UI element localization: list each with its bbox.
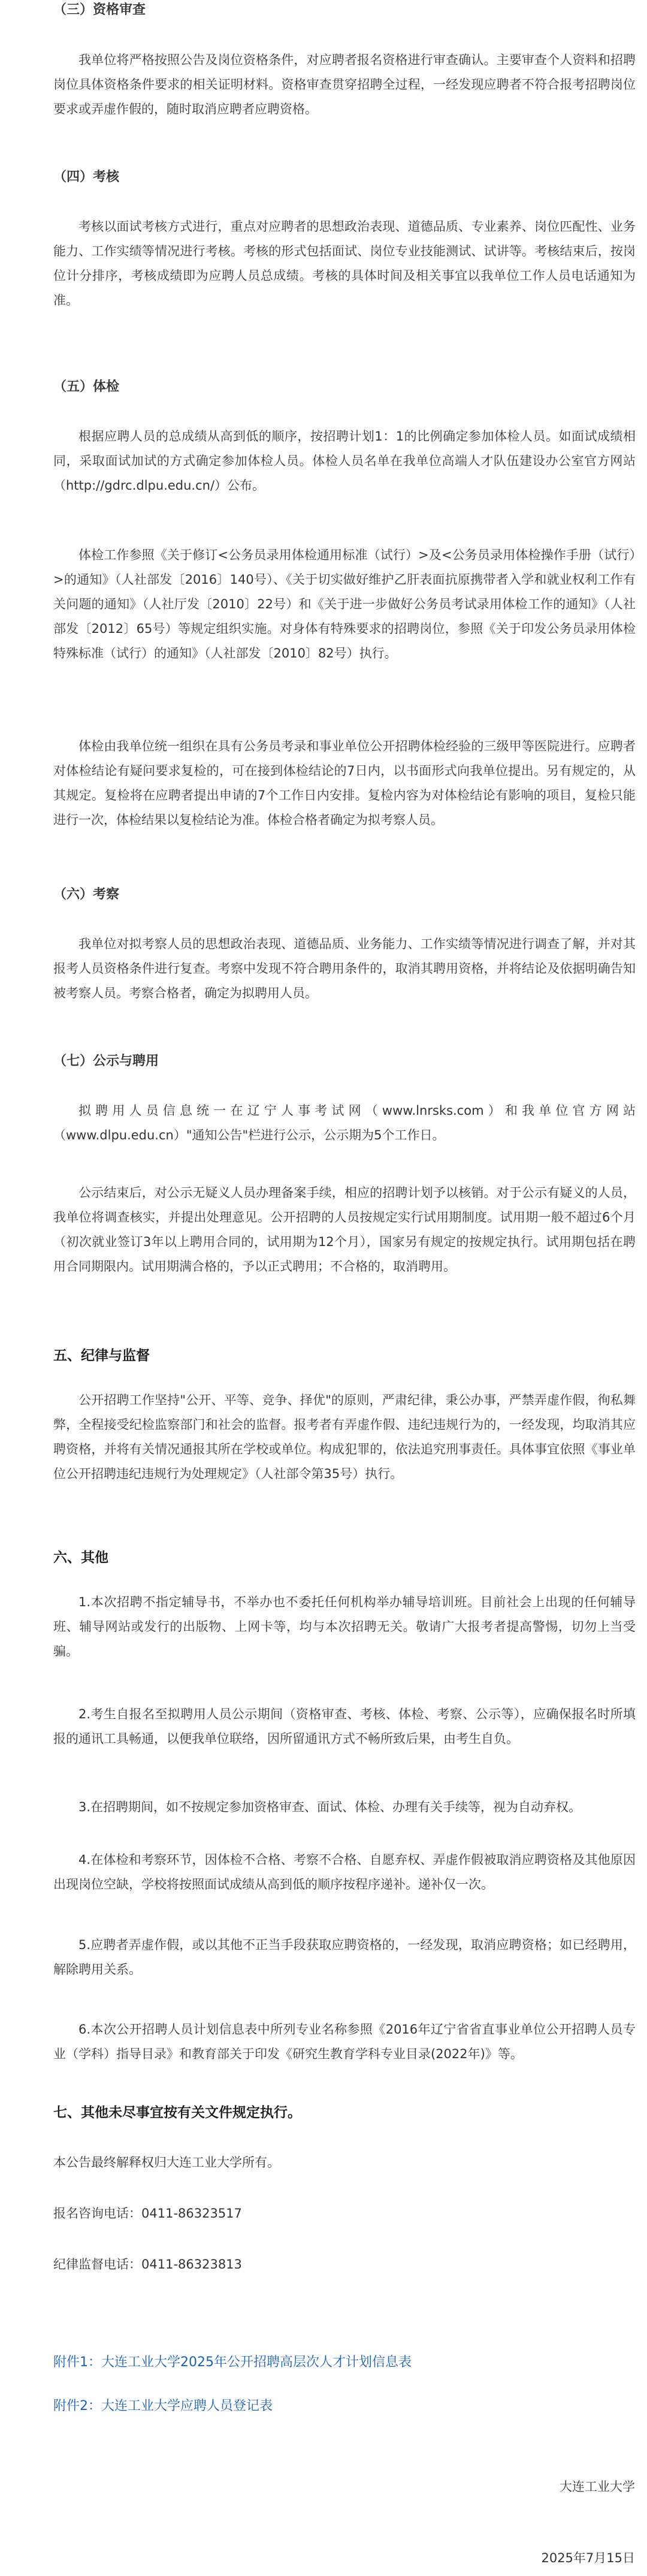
supervise-phone: 纪律监督电话：0411-86323813: [53, 2257, 242, 2272]
subsection-title-assessment: （四）考核: [53, 170, 120, 185]
other-item-2: 2.考生自报名至拟聘用人员公示期间（资格审查、考核、体检、考察、公示等），应确保报名时所填报的通讯工具畅通，以便我单位联络，因所留通讯方式不畅所致后果，由考生自负。: [53, 1707, 636, 1746]
medical-paragraph-2: 体检工作参照《关于修订<公务员录用体检通用标准（试行）>及<公务员录用体检操作手册（试行）>的通知》（人社部发〔2016〕140号）、《关于切实做好维护乙肝表面抗原携带者入学和就业权利工作有关问题的通知》（人社厅发〔2010〕22号）和《关于进一步做好公务员考试录用体检工作的通知》（人社部发〔2012〕65号）等规定组织实施。对身体有特殊要求的招聘岗位，参照《关于印发公务员录用体检特殊标准（试行）的通知》（人社部发〔2010〕82号）执行。: [53, 548, 636, 660]
section-title-other: 六、其他: [53, 1550, 108, 1565]
consult-phone: 报名咨询电话：0411-86323517: [53, 2206, 242, 2221]
publicity-paragraph-1: 拟聘用人员信息统一在辽宁人事考试网（www.lnrsks.com）和我单位官方网站（www.dlpu.edu.cn）"通知公告"栏进行公示，公示期为5个工作日。: [53, 1103, 636, 1142]
other-item-4: 4.在体检和考察环节，因体检不合格、考察不合格、自愿弃权、弄虚作假被取消应聘资格及其他原因出现岗位空缺，学校将按照面试成绩从高到低的顺序按程序递补。递补仅一次。: [53, 1853, 636, 1892]
review-paragraph: 我单位对拟考察人员的思想政治表现、道德品质、业务能力、工作实绩等情况进行调查了解，并对其报考人员资格条件进行复查。考察中发现不符合聘用条件的，取消其聘用资格，并将结论及依据明确告知被考察人员。考察合格者，确定为拟聘用人员。: [53, 937, 636, 1000]
attachment-link-2[interactable]: 附件2：大连工业大学应聘人员登记表: [53, 2399, 273, 2414]
subsection-title-medical: （五）体检: [53, 379, 120, 394]
assessment-paragraph: 考核以面试考核方式进行，重点对应聘者的思想政治表现、道德品质、专业素养、岗位匹配性、业务能力、工作实绩等情况进行考核。考核的形式包括面试、岗位专业技能测试、试讲等。考核结束后，按岗位计分排序，考核成绩即为应聘人员总成绩。考核的具体时间及相关事宜以我单位工作人员电话通知为准。: [53, 219, 636, 307]
discipline-paragraph: 公开招聘工作坚持"公开、平等、竞争、择优"的原则，严肃纪律，秉公办事，严禁弄虚作假，徇私舞弊，全程接受纪检监察部门和社会的监督。报考者有弄虚作假、违纪违规行为的，一经发现，均取消其应聘资格，并将有关情况通报其所在学校或单位。构成犯罪的，依法追究刑事责任。具体事宜依照《事业单位公开招聘违纪违规行为处理规定》（人社部令第35号）执行。: [53, 1393, 636, 1481]
subsection-title-publicity: （七）公示与聘用: [53, 1054, 159, 1069]
qualification-paragraph: 我单位将严格按照公告及岗位资格条件，对应聘者报名资格进行审查确认。主要审查个人资料和招聘岗位具体资格条件要求的相关证明材料。资格审查贯穿招聘全过程，一经发现应聘者不符合报考招聘岗位要求或弄虚作假的，随时取消应聘者应聘资格。: [53, 53, 636, 116]
footer-date: 2025年7月15日: [541, 2551, 635, 2565]
attachment-link-1[interactable]: 附件1：大连工业大学2025年公开招聘高层次人才计划信息表: [53, 2355, 412, 2370]
other-item-3: 3.在招聘期间，如不按规定参加资格审查、面试、体检、办理有关手续等，视为自动弃权。: [78, 1800, 582, 1814]
publicity-paragraph-2: 公示结束后，对公示无疑义人员办理备案手续，相应的招聘计划予以核销。对于公示有疑义的人员，我单位将调查核实，并提出处理意见。公开招聘的人员按规定实行试用期制度。试用期一般不超过6个月（初次就业签订3年以上聘用合同的，试用期为12个月），国家另有规定的按规定执行。试用期包括在聘用合同期限内。试用期满合格的，予以正式聘用；不合格的，取消聘用。: [53, 1186, 636, 1274]
subsection-title-review: （六）考察: [53, 887, 120, 902]
medical-paragraph-3: 体检由我单位统一组织在具有公务员考录和事业单位公开招聘体检经验的三级甲等医院进行。应聘者对体检结论有疑问要求复检的，可在接到体检结论的7日内，以书面形式向我单位提出。另有规定的，从其规定。复检将在应聘者提出申请的7个工作日内安排。复检内容为对体检结论有影响的项目，复检只能进行一次，体检结果以复检结论为准。体检合格者确定为拟考察人员。: [53, 739, 636, 827]
footer-organization: 大连工业大学: [560, 2480, 635, 2494]
other-item-5: 5.应聘者弄虚作假，或以其他不正当手段获取应聘资格的，一经发现，取消应聘资格；如已经聘用，解除聘用关系。: [53, 1938, 636, 1977]
section-title-final: 七、其他未尽事宜按有关文件规定执行。: [53, 2105, 301, 2120]
section-title-discipline: 五、纪律与监督: [53, 1348, 150, 1364]
interpretation-line: 本公告最终解释权归大连工业大学所有。: [53, 2155, 280, 2170]
other-item-6: 6.本次公开招聘人员计划信息表中所列专业名称参照《2016年辽宁省省直事业单位公开招聘人员专业（学科）指导目录》和教育部关于印发《研究生教育学科专业目录(2022年)》等。: [53, 2022, 636, 2061]
other-item-1: 1.本次招聘不指定辅导书，不举办也不委托任何机构举办辅导培训班。目前社会上出现的任何辅导班、辅导网站或发行的出版物、上网卡等，均与本次招聘无关。敬请广大报考者提高警惕，切勿上当受骗。: [53, 1595, 636, 1658]
medical-paragraph-1: 根据应聘人员的总成绩从高到低的顺序，按招聘计划1：1的比例确定参加体检人员。如面试成绩相同，采取面试加试的方式确定参加体检人员。体检人员名单在我单位高端人才队伍建设办公室官方网站（http://gdrc.dlpu.edu.cn/）公布。: [53, 429, 636, 493]
subsection-title-qualification: （三）资格审查: [53, 2, 146, 17]
